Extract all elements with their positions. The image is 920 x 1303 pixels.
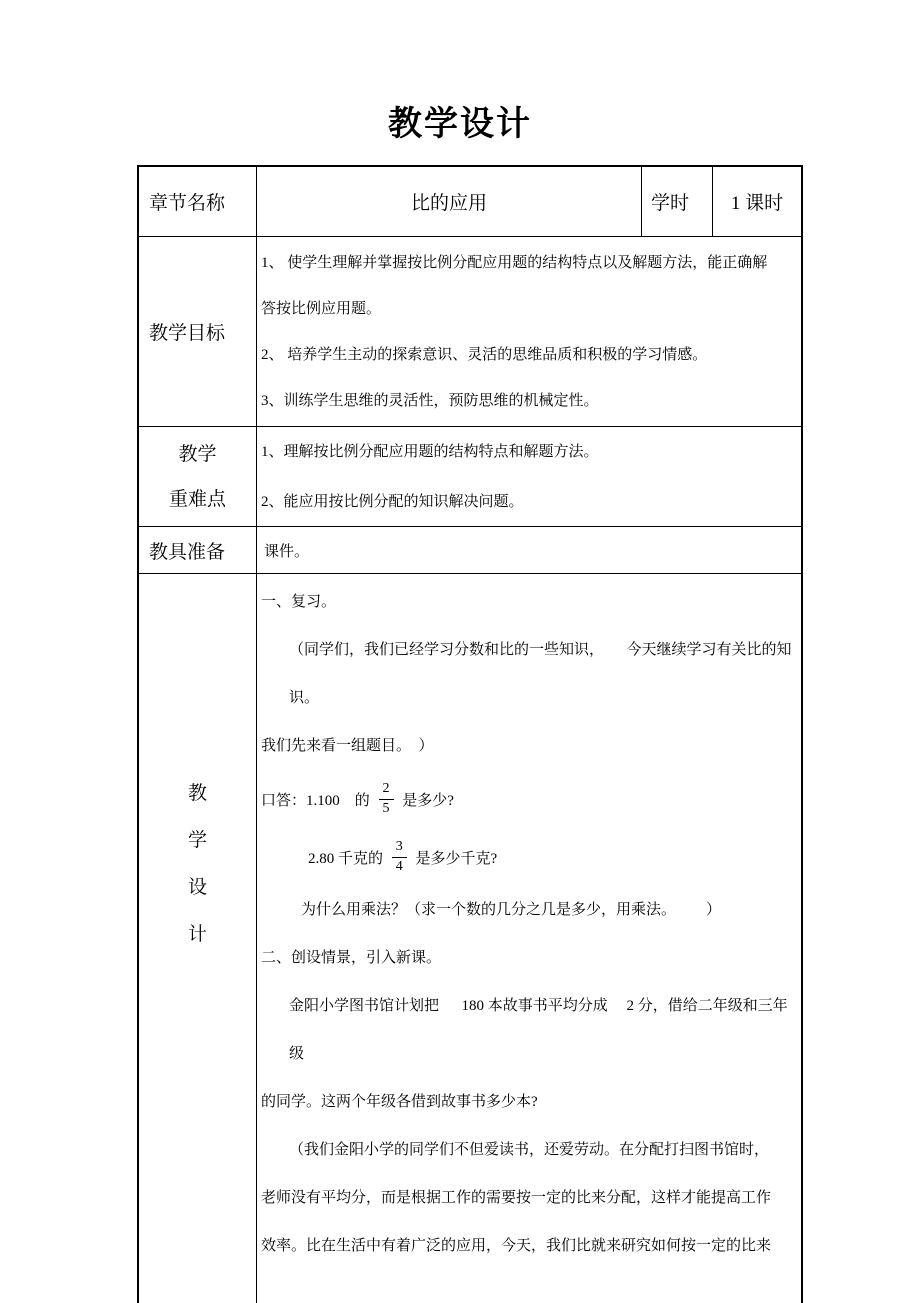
keypoints-row <box>139 427 801 527</box>
keypoint-line-1: 1、理解按比例分配应用题的结构特点和解题方法。 <box>261 444 599 460</box>
design-label-char-1: 教 <box>187 783 207 804</box>
objective-line-3: 2、 培养学生主动的探索意识、灵活的思维品质和积极的学习情感。 <box>261 347 708 363</box>
design-line-10: （我们金阳小学的同学们不但爱读书，还爱劳动。在分配打扫图书馆时， <box>289 1142 770 1158</box>
design-label-char-3: 设 <box>187 877 207 898</box>
oral-question-2-suffix: 是多少千克? <box>411 850 498 867</box>
oral-question-2 <box>261 828 801 886</box>
objectives-content <box>257 237 801 426</box>
design-line-2: （同学们，我们已经学习分数和比的一些知识， 今天继续学习有关比的知识。 <box>289 642 792 706</box>
objective-line-2: 答按比例应用题。 <box>261 301 382 317</box>
design-line-9: 的同学。这两个年级各借到故事书多少本? <box>261 1094 538 1110</box>
class-hours-label: 学时 <box>642 167 713 236</box>
objective-line-1: 1、 使学生理解并掌握按比例分配应用题的结构特点以及解题方法，能正确解 <box>261 255 768 271</box>
design-line-12: 效率。比在生活中有着广泛的应用，今天，我们比就来研究如何按一定的比来 <box>261 1238 772 1254</box>
design-label-vertical-text <box>139 574 256 958</box>
design-label-char-4: 计 <box>187 924 207 945</box>
design-content <box>257 574 801 1303</box>
chapter-row <box>139 167 801 237</box>
fraction-three-fourths <box>392 839 407 874</box>
keypoints-label <box>139 427 257 526</box>
oral-question-1 <box>261 770 801 828</box>
oral-question-1-prefix: 口答：1.100 的 <box>261 792 374 809</box>
oral-question-1-suffix: 是多少? <box>398 792 454 809</box>
oral-question-2-prefix: 2.80 千克的 <box>308 850 387 867</box>
design-label-char-2: 学 <box>187 830 207 851</box>
design-label <box>139 574 257 1303</box>
class-hours-value: 1 课时 <box>730 193 784 214</box>
keypoint-line-2: 2、能应用按比例分配的知识解决问题。 <box>261 494 524 510</box>
lesson-plan-table <box>137 165 803 1303</box>
chapter-name-label: 章节名称 <box>139 167 257 236</box>
design-line-7: 二、创设情景，引入新课。 <box>261 950 442 966</box>
objectives-row <box>139 237 801 427</box>
design-line-1: 一、复习。 <box>261 594 337 610</box>
preparation-row <box>139 527 801 574</box>
preparation-label: 教具准备 <box>139 527 257 573</box>
objective-line-4: 3、训练学生思维的灵活性，预防思维的机械定性。 <box>261 393 599 409</box>
objectives-label: 教学目标 <box>139 237 257 426</box>
fraction-two-fifths <box>379 781 394 816</box>
chapter-name-value: 比的应用 <box>257 167 642 236</box>
design-line-3: 我们先来看一组题目。 ） <box>261 738 434 754</box>
document-title: 教学设计 <box>388 106 532 143</box>
fraction-numerator: 3 <box>392 839 407 857</box>
design-line-11: 老师没有平均分，而是根据工作的需要按一定的比来分配，这样才能提高工作 <box>261 1190 772 1206</box>
design-line-8: 金阳小学图书馆计划把 180 本故事书平均分成 2 分，借给二年级和三年级 <box>289 998 788 1062</box>
keypoints-content <box>257 427 801 526</box>
design-line-6: 为什么用乘法？（求一个数的几分之几是多少，用乘法。 ） <box>301 902 722 918</box>
fraction-numerator: 2 <box>379 781 394 799</box>
preparation-content: 课件。 <box>264 543 310 560</box>
keypoints-label-line-1: 教学 <box>178 443 217 465</box>
fraction-denominator: 5 <box>382 800 390 816</box>
design-row <box>139 574 801 1303</box>
keypoints-label-line-2: 重难点 <box>168 488 226 510</box>
fraction-denominator: 4 <box>395 858 403 874</box>
